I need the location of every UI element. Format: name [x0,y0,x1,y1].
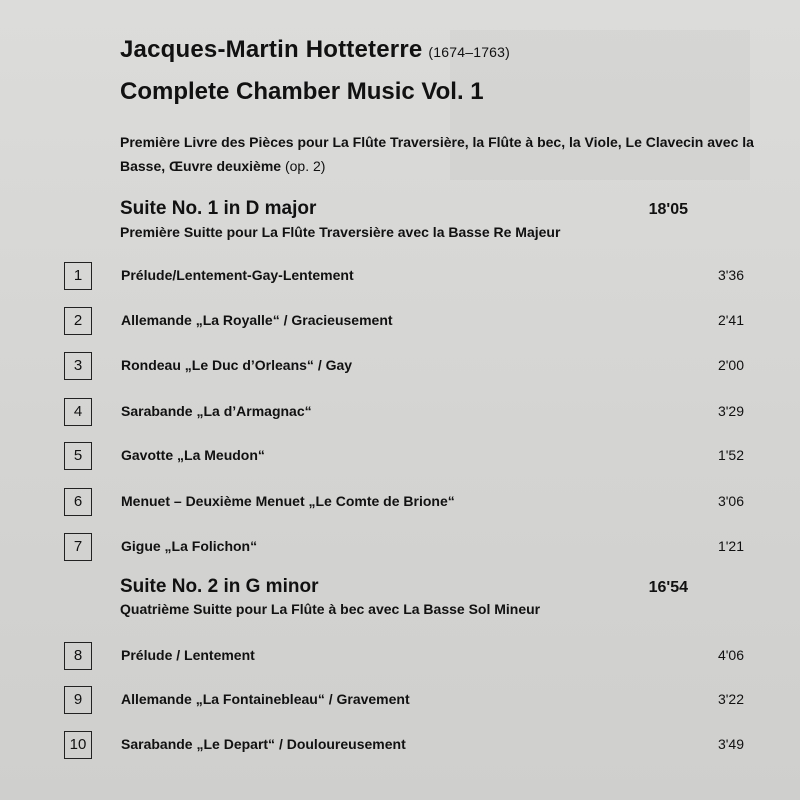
track-duration: 3'49 [717,736,744,752]
collection-description [120,130,760,178]
track-title: Sarabande „La d’Armagnac“ [121,403,312,419]
suite-2-title: Suite No. 2 in G minor [120,576,319,597]
track-row [64,262,744,290]
track-duration: 3'36 [717,267,744,283]
album-title: Complete Chamber Music Vol. 1 [120,78,484,105]
track-number: 2 [64,307,92,335]
track-number: 9 [64,686,92,714]
track-title: Prélude/Lentement-Gay-Lentement [121,267,354,283]
track-row [64,398,744,426]
track-title: Rondeau „Le Duc d’Orleans“ / Gay [121,357,353,373]
track-title: Allemande „La Fontainebleau“ / Gravement [121,691,410,707]
track-number: 6 [64,488,92,516]
suite-1-title: Suite No. 1 in D major [120,198,317,219]
track-duration: 2'00 [717,357,744,373]
track-duration: 4'06 [717,647,744,663]
track-title: Allemande „La Royalle“ / Gracieusement [121,312,393,328]
track-row [64,642,744,670]
track-row [64,533,744,561]
track-duration: 1'52 [717,447,744,463]
track-row [64,307,744,335]
track-row [64,731,744,759]
track-row [64,442,744,470]
track-number: 7 [64,533,92,561]
composer-heading [120,36,510,64]
track-title: Sarabande „Le Depart“ / Douloureusement [121,736,406,752]
track-title: Prélude / Lentement [121,647,255,663]
track-number: 5 [64,442,92,470]
description-text: Première Livre des Pièces pour La Flûte Traversière, la Flûte à bec, la Viole, Le Clavecin avec la Basse, Œuvre deuxième [120,134,754,174]
track-row [64,352,744,380]
track-title: Menuet – Deuxième Menuet „Le Comte de Brione“ [121,493,455,509]
opus-number: (op. 2) [284,158,326,174]
suite-1-subtitle: Première Suitte pour La Flûte Traversière avec la Basse Re Majeur [120,224,561,240]
suite-2-subtitle: Quatrième Suitte pour La Flûte à bec avec La Basse Sol Mineur [120,601,541,617]
track-duration: 3'22 [717,691,744,707]
track-number: 3 [64,352,92,380]
composer-dates: (1674–1763) [428,44,511,60]
track-number: 8 [64,642,92,670]
track-row [64,488,744,516]
track-number: 1 [64,262,92,290]
track-duration: 3'29 [717,403,744,419]
track-row [64,686,744,714]
suite-2-duration: 16'54 [648,579,688,596]
track-duration: 3'06 [717,493,744,509]
track-number: 4 [64,398,92,426]
track-title: Gavotte „La Meudon“ [121,447,265,463]
track-duration: 1'21 [717,538,744,554]
composer-name: Jacques-Martin Hotteterre [120,36,423,63]
track-title: Gigue „La Folichon“ [121,538,258,554]
track-duration: 2'41 [717,312,744,328]
track-number: 10 [64,731,92,759]
suite-1-duration: 18'05 [648,201,688,218]
